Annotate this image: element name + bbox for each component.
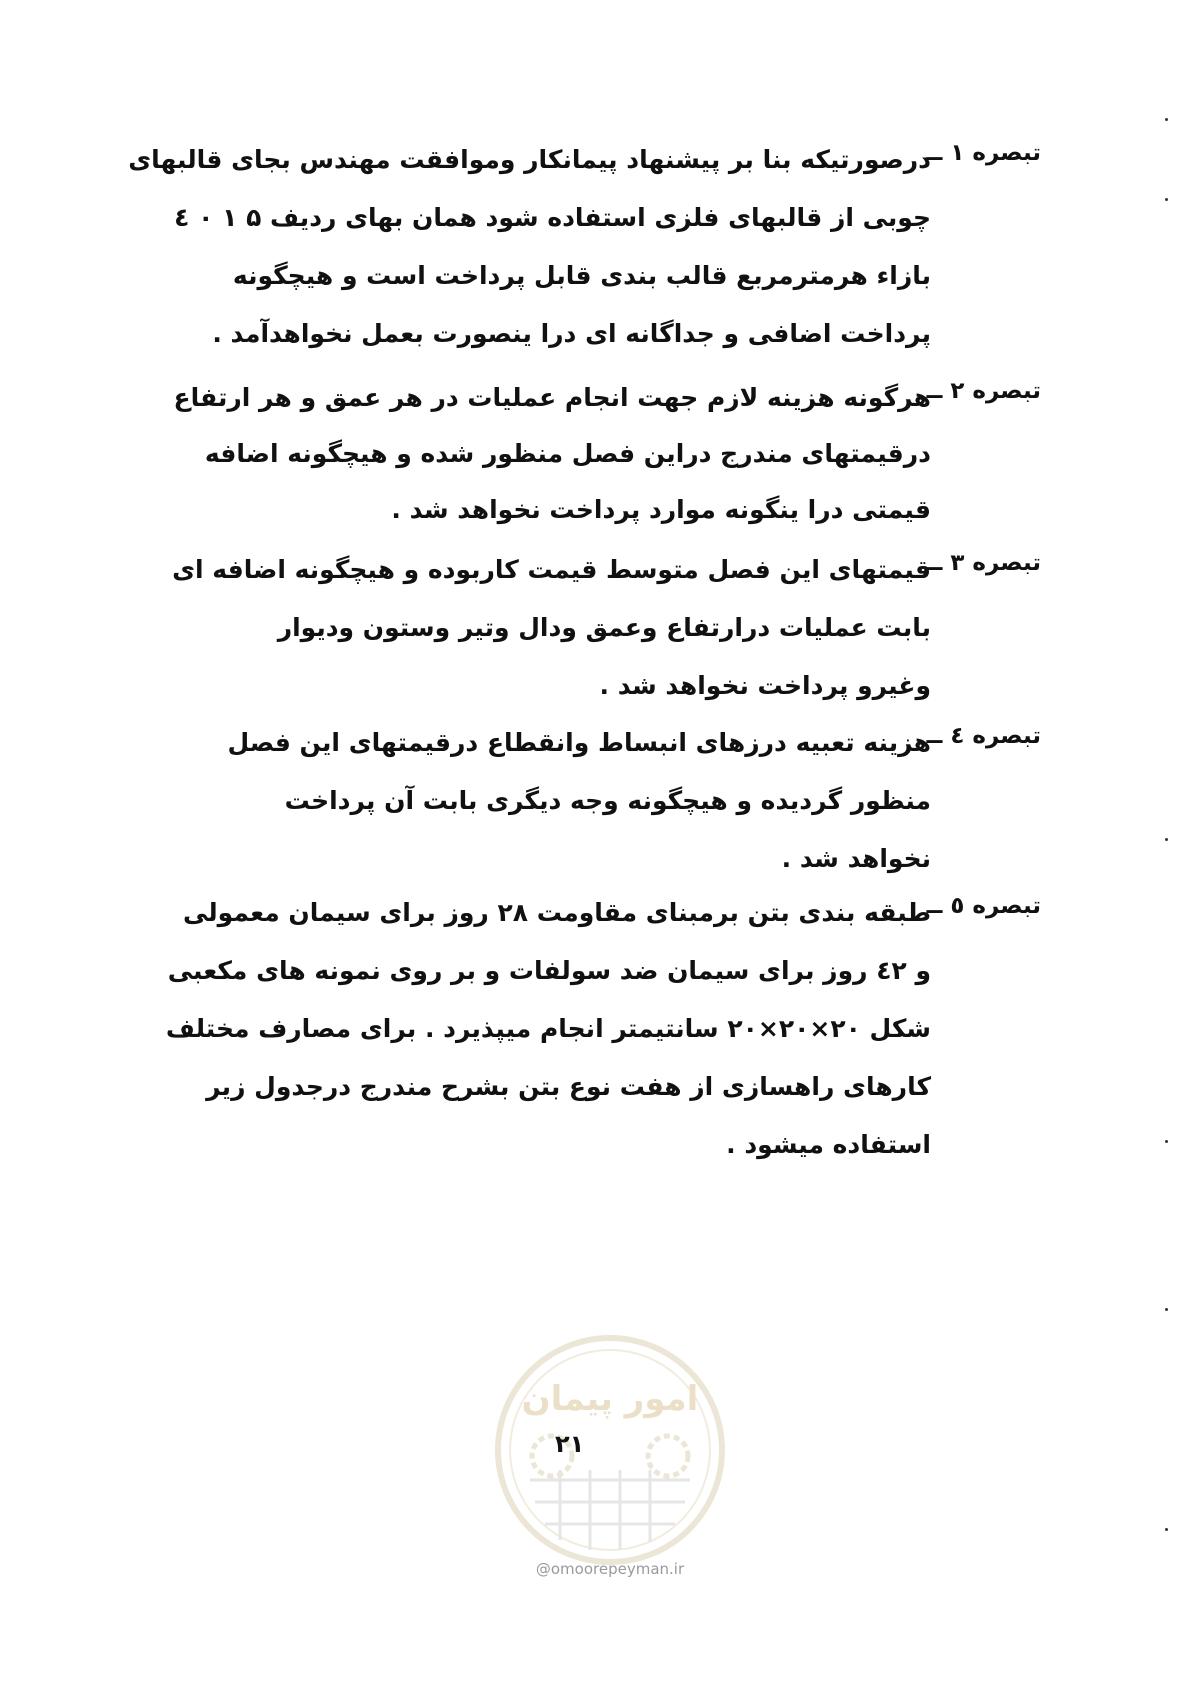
page-number: ۲۱ xyxy=(555,1430,585,1458)
watermark-logo-text: امور پیمان xyxy=(521,1379,699,1419)
note-4-line-1: هزینه تعبیه درزهای انبساط وانقطاع درقیمتهای این فصل xyxy=(227,728,931,757)
note-5-line-4: کارهای راهسازی از هفت نوع بتن بشرح مندرج درجدول زیر xyxy=(206,1072,931,1101)
note-2-label: تبصره ۲ ــ xyxy=(926,378,1041,404)
note-5-label: تبصره ٥ ــ xyxy=(926,893,1041,919)
note-3-line-2: بابت عملیات درارتفاع وعمق ودال وتیر وستون ودیوار xyxy=(277,613,931,642)
note-4-line-3: نخواهد شد . xyxy=(781,844,931,873)
scan-speck xyxy=(1165,838,1168,841)
note-4-line-2: منظور گردیده و هیچگونه وجه دیگری بابت آن پرداخت xyxy=(284,786,931,815)
note-3-line-3: وغیرو پرداخت نخواهد شد . xyxy=(599,671,931,700)
note-5-line-3: شکل ۲۰×۲۰×۲۰ سانتیمتر انجام میپذیرد . برای مصارف مختلف xyxy=(165,1014,931,1043)
note-1-label: تبصره ۱ ــ xyxy=(926,140,1041,166)
scan-speck xyxy=(1165,1528,1168,1531)
watermark-site: @omoorepeyman.ir xyxy=(535,1560,685,1578)
note-1-line-1: درصورتیکه بنا بر پیشنهاد پیمانکار وموافقت مهندس بجای قالبهای xyxy=(128,145,931,174)
scan-speck xyxy=(1165,1308,1168,1311)
note-1-line-3: بازاء هرمترمربع قالب بندی قابل پرداخت است و هیچگونه xyxy=(232,261,931,290)
note-3-line-1: قیمتهای این فصل متوسط قیمت کاربوده و هیچگونه اضافه ای xyxy=(172,555,931,584)
scan-speck xyxy=(1165,118,1168,121)
note-1-line-2: چوبی از قالبهای فلزی استفاده شود همان بهای ردیف ۵ ۱ ۰ ٤ xyxy=(174,203,931,232)
watermark-logo xyxy=(490,1330,730,1570)
note-5-line-1: طبقه بندی بتن برمبنای مقاومت ۲۸ روز برای سیمان معمولی xyxy=(182,898,931,927)
note-1-line-4: پرداخت اضافی و جداگانه ای درا ینصورت بعمل نخواهدآمد . xyxy=(212,319,931,348)
note-3-label: تبصره ۳ ــ xyxy=(926,550,1041,576)
note-2-line-2: درقیمتهای مندرج دراین فصل منظور شده و هیچگونه اضافه xyxy=(204,439,931,468)
note-5-line-5: استفاده میشود . xyxy=(726,1130,931,1159)
note-5-line-2: و ٤۲ روز برای سیمان ضد سولفات و بر روی نمونه های مکعبی xyxy=(167,956,931,985)
note-2-line-3: قیمتی درا ینگونه موارد پرداخت نخواهد شد . xyxy=(391,495,931,524)
note-4-label: تبصره ٤ ــ xyxy=(926,723,1041,749)
note-2-line-1: هرگونه هزینه لازم جهت انجام عملیات در هر عمق و هر ارتفاع xyxy=(173,383,931,412)
scan-speck xyxy=(1165,198,1168,201)
scan-speck xyxy=(1165,1140,1168,1143)
